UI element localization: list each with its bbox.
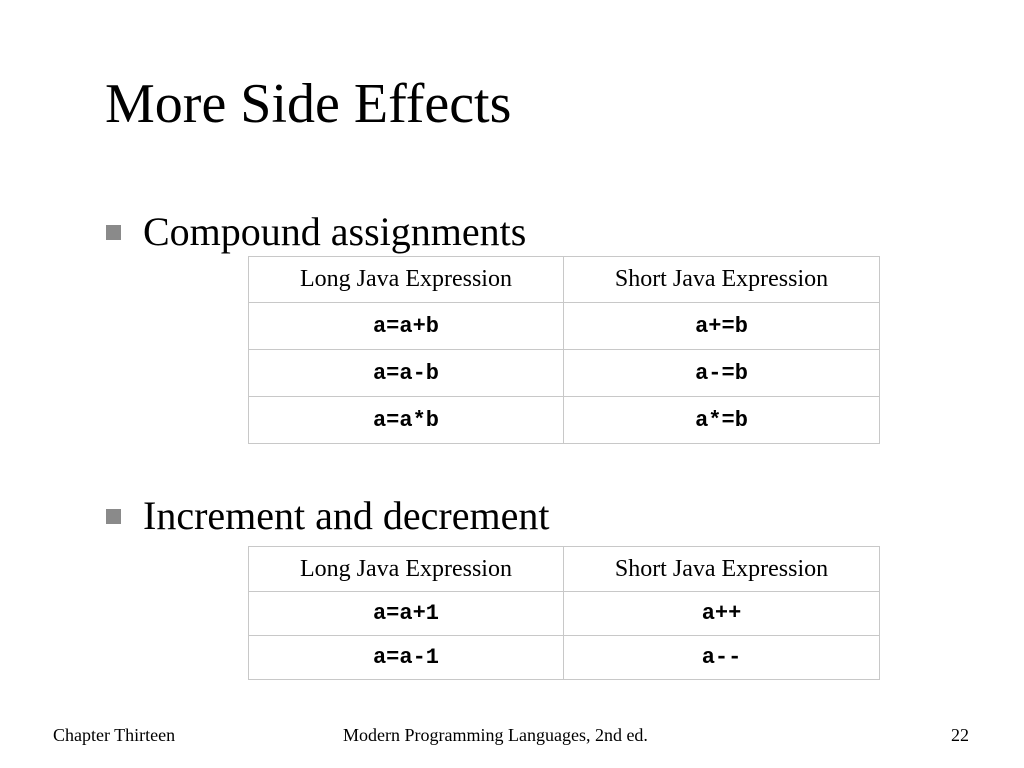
bullet-increment-decrement [106,492,549,540]
header-long-expression: Long Java Expression [249,257,564,303]
compound-assignments-table [248,256,880,444]
square-bullet-icon [106,509,121,524]
footer-book-title: Modern Programming Languages, 2nd ed. [343,725,648,745]
short-expression-cell: a*=b [564,397,880,444]
short-expression-cell: a-- [564,636,880,680]
long-expression-cell: a=a+1 [249,592,564,636]
slide-title: More Side Effects [105,73,512,135]
long-expression-cell: a=a*b [249,397,564,444]
long-expression-cell: a=a-1 [249,636,564,680]
header-long-expression: Long Java Expression [249,547,564,592]
footer-page-number: 22 [951,725,969,745]
header-short-expression: Short Java Expression [564,257,880,303]
header-short-expression: Short Java Expression [564,547,880,592]
increment-decrement-table [248,546,880,680]
long-expression-cell: a=a-b [249,350,564,397]
short-expression-cell: a-=b [564,350,880,397]
bullet-text: Increment and decrement [143,493,550,538]
table-row [249,350,880,397]
bullet-compound-assignments [106,208,526,256]
table-row [249,397,880,444]
long-expression-cell: a=a+b [249,303,564,350]
short-expression-cell: a++ [564,592,880,636]
table-header-row [249,257,880,303]
square-bullet-icon [106,225,121,240]
table-row [249,636,880,680]
table-row [249,592,880,636]
table-header-row [249,547,880,592]
short-expression-cell: a+=b [564,303,880,350]
footer-chapter: Chapter Thirteen [53,725,176,745]
table-row [249,303,880,350]
bullet-text: Compound assignments [143,209,527,254]
